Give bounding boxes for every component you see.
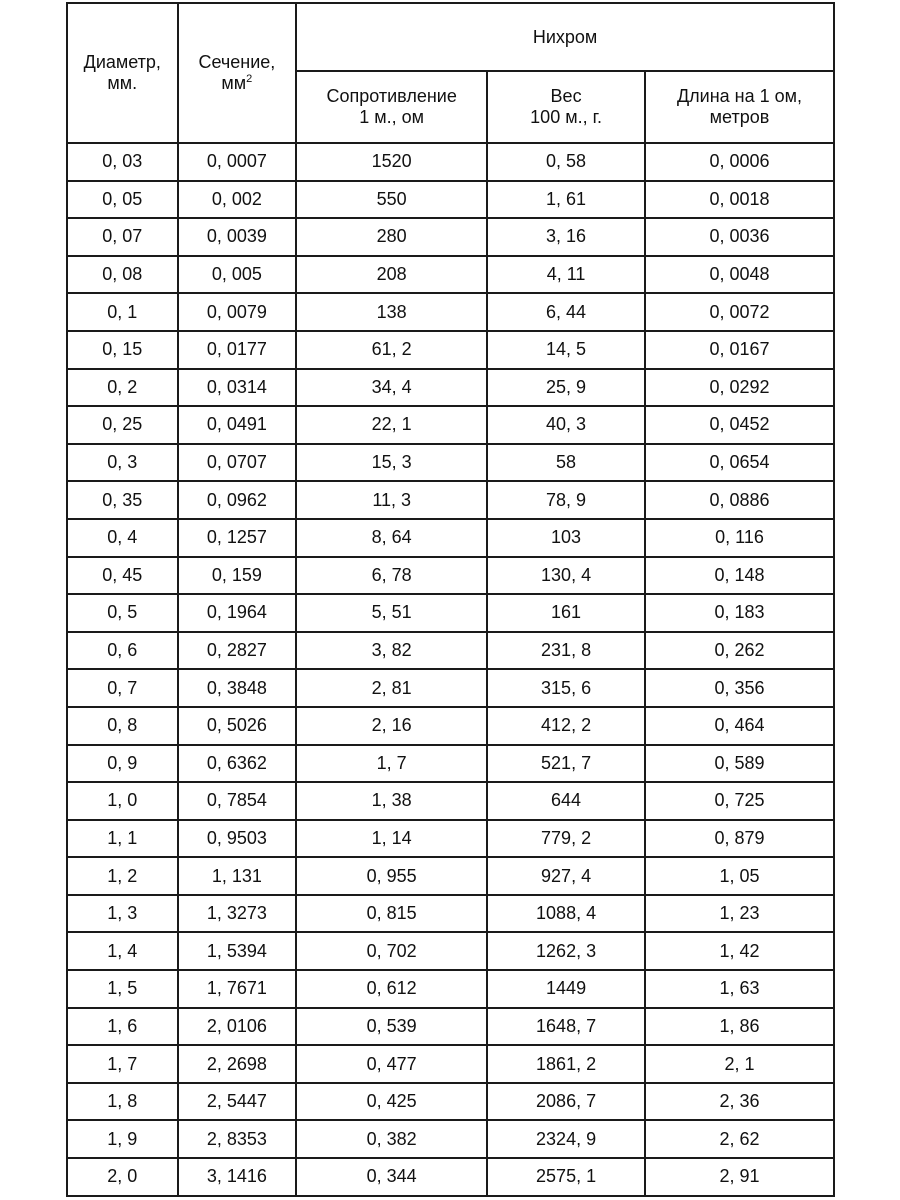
cell-weight: 521, 7 bbox=[487, 745, 645, 783]
cell-length: 0, 356 bbox=[645, 669, 834, 707]
cell-resistance: 138 bbox=[296, 293, 487, 331]
cell-section: 0, 0039 bbox=[178, 218, 297, 256]
cell-section: 2, 5447 bbox=[178, 1083, 297, 1121]
cell-section: 0, 7854 bbox=[178, 782, 297, 820]
cell-diameter: 1, 7 bbox=[67, 1045, 178, 1083]
cell-section: 0, 3848 bbox=[178, 669, 297, 707]
table-row bbox=[67, 669, 834, 707]
cell-diameter: 2, 0 bbox=[67, 1158, 178, 1196]
cell-length: 2, 91 bbox=[645, 1158, 834, 1196]
cell-resistance: 208 bbox=[296, 256, 487, 294]
table-body bbox=[67, 143, 834, 1196]
cell-weight: 1088, 4 bbox=[487, 895, 645, 933]
cell-weight: 412, 2 bbox=[487, 707, 645, 745]
header-weight-line1: Вес bbox=[550, 86, 582, 106]
cell-weight: 2324, 9 bbox=[487, 1120, 645, 1158]
cell-section: 0, 0707 bbox=[178, 444, 297, 482]
cell-diameter: 0, 03 bbox=[67, 143, 178, 181]
cell-length: 1, 63 bbox=[645, 970, 834, 1008]
cell-diameter: 0, 5 bbox=[67, 594, 178, 632]
table-row bbox=[67, 1008, 834, 1046]
cell-resistance: 0, 477 bbox=[296, 1045, 487, 1083]
table-row bbox=[67, 369, 834, 407]
header-section-line2: мм bbox=[221, 73, 247, 93]
header-weight bbox=[487, 71, 645, 143]
cell-resistance: 2, 16 bbox=[296, 707, 487, 745]
cell-diameter: 0, 1 bbox=[67, 293, 178, 331]
table-row bbox=[67, 707, 834, 745]
cell-resistance: 550 bbox=[296, 181, 487, 219]
cell-length: 2, 36 bbox=[645, 1083, 834, 1121]
cell-resistance: 5, 51 bbox=[296, 594, 487, 632]
cell-diameter: 1, 5 bbox=[67, 970, 178, 1008]
cell-length: 0, 0886 bbox=[645, 481, 834, 519]
cell-section: 0, 2827 bbox=[178, 632, 297, 670]
cell-diameter: 1, 9 bbox=[67, 1120, 178, 1158]
table-row bbox=[67, 745, 834, 783]
cell-section: 0, 0079 bbox=[178, 293, 297, 331]
cell-weight: 14, 5 bbox=[487, 331, 645, 369]
cell-diameter: 0, 3 bbox=[67, 444, 178, 482]
table-row bbox=[67, 1083, 834, 1121]
cell-section: 2, 8353 bbox=[178, 1120, 297, 1158]
cell-resistance: 34, 4 bbox=[296, 369, 487, 407]
cell-diameter: 1, 4 bbox=[67, 932, 178, 970]
cell-length: 0, 725 bbox=[645, 782, 834, 820]
table-row bbox=[67, 143, 834, 181]
cell-weight: 78, 9 bbox=[487, 481, 645, 519]
cell-section: 0, 1964 bbox=[178, 594, 297, 632]
cell-section: 0, 9503 bbox=[178, 820, 297, 858]
cell-section: 0, 002 bbox=[178, 181, 297, 219]
cell-weight: 2086, 7 bbox=[487, 1083, 645, 1121]
cell-weight: 25, 9 bbox=[487, 369, 645, 407]
table-row bbox=[67, 557, 834, 595]
cell-resistance: 1, 7 bbox=[296, 745, 487, 783]
cell-resistance: 0, 612 bbox=[296, 970, 487, 1008]
cell-diameter: 0, 07 bbox=[67, 218, 178, 256]
cell-resistance: 0, 382 bbox=[296, 1120, 487, 1158]
cell-resistance: 0, 815 bbox=[296, 895, 487, 933]
cell-weight: 2575, 1 bbox=[487, 1158, 645, 1196]
header-resistance-line2: 1 м., ом bbox=[359, 107, 425, 127]
cell-length: 0, 0292 bbox=[645, 369, 834, 407]
cell-resistance: 61, 2 bbox=[296, 331, 487, 369]
table-row bbox=[67, 932, 834, 970]
cell-section: 1, 5394 bbox=[178, 932, 297, 970]
cell-length: 2, 62 bbox=[645, 1120, 834, 1158]
header-section bbox=[178, 3, 297, 143]
cell-section: 3, 1416 bbox=[178, 1158, 297, 1196]
cell-diameter: 1, 0 bbox=[67, 782, 178, 820]
table-row bbox=[67, 444, 834, 482]
cell-resistance: 1520 bbox=[296, 143, 487, 181]
cell-length: 0, 183 bbox=[645, 594, 834, 632]
cell-weight: 1449 bbox=[487, 970, 645, 1008]
cell-section: 0, 0007 bbox=[178, 143, 297, 181]
header-resistance-line1: Сопротивление bbox=[326, 86, 457, 106]
cell-weight: 4, 11 bbox=[487, 256, 645, 294]
cell-diameter: 1, 2 bbox=[67, 857, 178, 895]
cell-resistance: 0, 344 bbox=[296, 1158, 487, 1196]
table-row bbox=[67, 782, 834, 820]
table-row bbox=[67, 331, 834, 369]
cell-weight: 3, 16 bbox=[487, 218, 645, 256]
cell-length: 0, 0654 bbox=[645, 444, 834, 482]
cell-resistance: 6, 78 bbox=[296, 557, 487, 595]
cell-resistance: 8, 64 bbox=[296, 519, 487, 557]
header-diameter-line1: Диаметр, bbox=[83, 52, 161, 72]
cell-length: 0, 0452 bbox=[645, 406, 834, 444]
cell-resistance: 280 bbox=[296, 218, 487, 256]
table-row bbox=[67, 406, 834, 444]
cell-length: 2, 1 bbox=[645, 1045, 834, 1083]
table-row bbox=[67, 481, 834, 519]
cell-section: 1, 131 bbox=[178, 857, 297, 895]
cell-weight: 40, 3 bbox=[487, 406, 645, 444]
header-length-line2: метров bbox=[709, 107, 770, 127]
header-length-line1: Длина на 1 ом, bbox=[676, 86, 803, 106]
cell-diameter: 0, 7 bbox=[67, 669, 178, 707]
cell-diameter: 1, 3 bbox=[67, 895, 178, 933]
cell-length: 1, 42 bbox=[645, 932, 834, 970]
table-row bbox=[67, 632, 834, 670]
cell-resistance: 1, 38 bbox=[296, 782, 487, 820]
cell-section: 0, 6362 bbox=[178, 745, 297, 783]
cell-diameter: 0, 45 bbox=[67, 557, 178, 595]
cell-length: 1, 86 bbox=[645, 1008, 834, 1046]
cell-section: 2, 0106 bbox=[178, 1008, 297, 1046]
cell-length: 0, 0006 bbox=[645, 143, 834, 181]
table-row bbox=[67, 594, 834, 632]
cell-length: 0, 0072 bbox=[645, 293, 834, 331]
header-diameter bbox=[67, 3, 178, 143]
cell-weight: 644 bbox=[487, 782, 645, 820]
cell-length: 0, 0048 bbox=[645, 256, 834, 294]
cell-weight: 161 bbox=[487, 594, 645, 632]
table-row bbox=[67, 970, 834, 1008]
cell-diameter: 0, 9 bbox=[67, 745, 178, 783]
header-section-sup: 2 bbox=[246, 73, 253, 85]
cell-diameter: 0, 25 bbox=[67, 406, 178, 444]
cell-length: 0, 0167 bbox=[645, 331, 834, 369]
cell-resistance: 3, 82 bbox=[296, 632, 487, 670]
table-row bbox=[67, 256, 834, 294]
cell-length: 0, 0018 bbox=[645, 181, 834, 219]
table-row bbox=[67, 895, 834, 933]
cell-diameter: 1, 1 bbox=[67, 820, 178, 858]
cell-diameter: 0, 35 bbox=[67, 481, 178, 519]
cell-diameter: 0, 6 bbox=[67, 632, 178, 670]
cell-resistance: 1, 14 bbox=[296, 820, 487, 858]
table-row bbox=[67, 181, 834, 219]
table-row bbox=[67, 519, 834, 557]
table-row bbox=[67, 820, 834, 858]
cell-diameter: 0, 05 bbox=[67, 181, 178, 219]
cell-length: 0, 148 bbox=[645, 557, 834, 595]
cell-section: 1, 7671 bbox=[178, 970, 297, 1008]
cell-section: 0, 0491 bbox=[178, 406, 297, 444]
cell-length: 1, 23 bbox=[645, 895, 834, 933]
header-resistance bbox=[296, 71, 487, 143]
cell-section: 0, 005 bbox=[178, 256, 297, 294]
cell-length: 0, 879 bbox=[645, 820, 834, 858]
cell-resistance: 0, 955 bbox=[296, 857, 487, 895]
cell-diameter: 1, 6 bbox=[67, 1008, 178, 1046]
header-length bbox=[645, 71, 834, 143]
table-row bbox=[67, 1045, 834, 1083]
cell-weight: 315, 6 bbox=[487, 669, 645, 707]
header-diameter-line2: мм. bbox=[107, 73, 138, 93]
cell-resistance: 0, 539 bbox=[296, 1008, 487, 1046]
header-weight-line2: 100 м., г. bbox=[530, 107, 602, 127]
cell-length: 0, 116 bbox=[645, 519, 834, 557]
cell-diameter: 0, 08 bbox=[67, 256, 178, 294]
cell-resistance: 2, 81 bbox=[296, 669, 487, 707]
cell-diameter: 0, 2 bbox=[67, 369, 178, 407]
cell-weight: 103 bbox=[487, 519, 645, 557]
cell-section: 1, 3273 bbox=[178, 895, 297, 933]
cell-weight: 927, 4 bbox=[487, 857, 645, 895]
cell-resistance: 0, 425 bbox=[296, 1083, 487, 1121]
cell-weight: 1861, 2 bbox=[487, 1045, 645, 1083]
cell-weight: 779, 2 bbox=[487, 820, 645, 858]
cell-section: 0, 0962 bbox=[178, 481, 297, 519]
cell-resistance: 11, 3 bbox=[296, 481, 487, 519]
cell-length: 0, 464 bbox=[645, 707, 834, 745]
cell-section: 0, 5026 bbox=[178, 707, 297, 745]
table-row bbox=[67, 1158, 834, 1196]
cell-diameter: 0, 15 bbox=[67, 331, 178, 369]
cell-diameter: 0, 8 bbox=[67, 707, 178, 745]
cell-length: 1, 05 bbox=[645, 857, 834, 895]
cell-length: 0, 0036 bbox=[645, 218, 834, 256]
cell-section: 0, 0177 bbox=[178, 331, 297, 369]
cell-weight: 231, 8 bbox=[487, 632, 645, 670]
table-row bbox=[67, 293, 834, 331]
cell-weight: 1648, 7 bbox=[487, 1008, 645, 1046]
table-row bbox=[67, 218, 834, 256]
cell-section: 0, 159 bbox=[178, 557, 297, 595]
nichrome-wire-table bbox=[66, 2, 835, 1197]
cell-section: 0, 1257 bbox=[178, 519, 297, 557]
cell-resistance: 22, 1 bbox=[296, 406, 487, 444]
cell-weight: 58 bbox=[487, 444, 645, 482]
cell-resistance: 15, 3 bbox=[296, 444, 487, 482]
header-section-line1: Сечение, bbox=[198, 52, 276, 72]
cell-section: 2, 2698 bbox=[178, 1045, 297, 1083]
cell-diameter: 1, 8 bbox=[67, 1083, 178, 1121]
cell-diameter: 0, 4 bbox=[67, 519, 178, 557]
cell-length: 0, 589 bbox=[645, 745, 834, 783]
cell-weight: 0, 58 bbox=[487, 143, 645, 181]
table-row bbox=[67, 1120, 834, 1158]
cell-weight: 1262, 3 bbox=[487, 932, 645, 970]
cell-section: 0, 0314 bbox=[178, 369, 297, 407]
table-row bbox=[67, 857, 834, 895]
cell-weight: 6, 44 bbox=[487, 293, 645, 331]
cell-weight: 1, 61 bbox=[487, 181, 645, 219]
cell-resistance: 0, 702 bbox=[296, 932, 487, 970]
cell-length: 0, 262 bbox=[645, 632, 834, 670]
header-group-nichrome: Нихром bbox=[296, 3, 834, 71]
cell-weight: 130, 4 bbox=[487, 557, 645, 595]
